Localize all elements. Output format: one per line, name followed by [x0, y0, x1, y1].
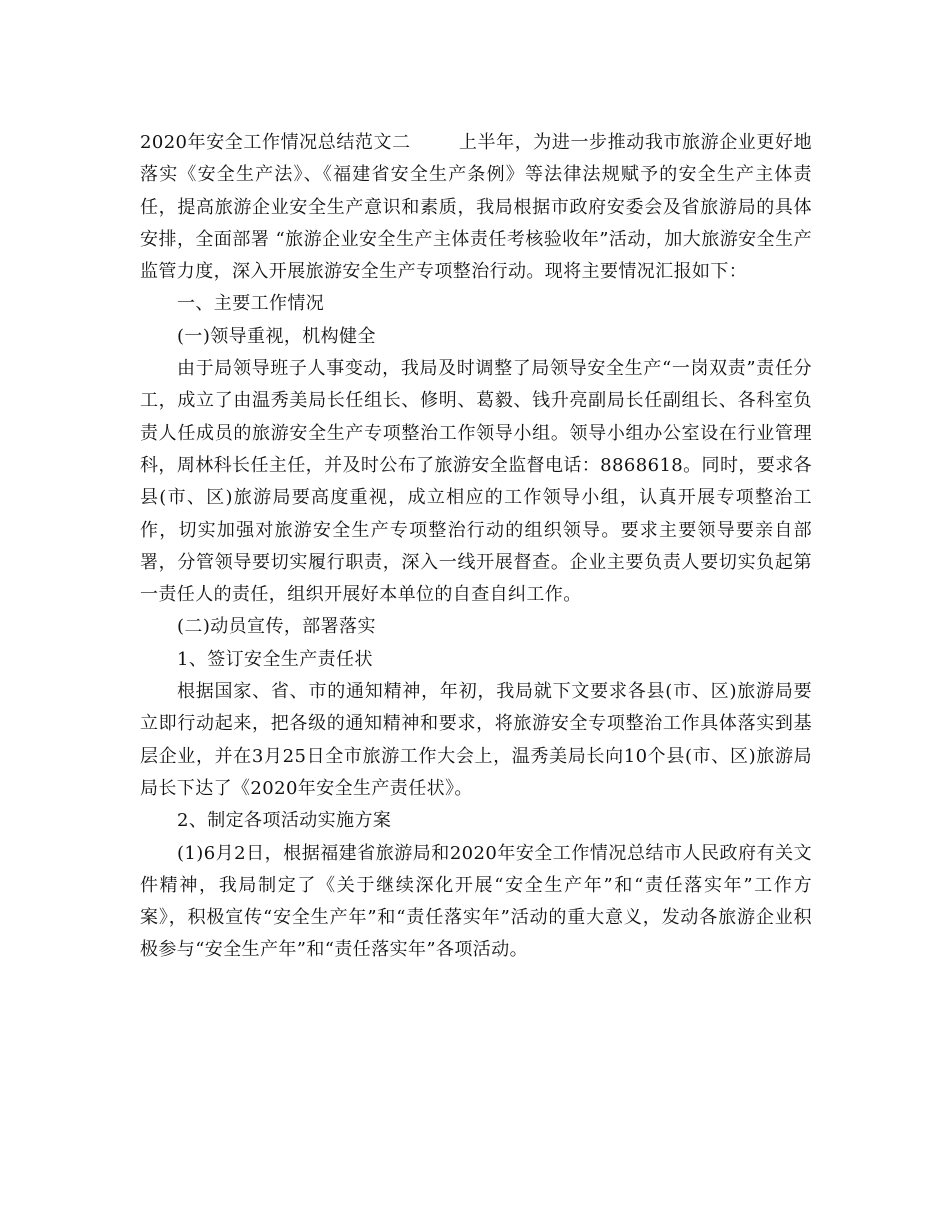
paragraph-leadership: 由于局领导班子人事变动，我局及时调整了局领导安全生产“一岗双责”责任分工，成立了由温秀美局长任组长、修明、葛毅、钱升亮副局长任副组长、各科室负责人任成员的旅游安全生产专项整治工作领导小组。领导小组办公室设在行业管理科，周林科长任主任，并及时公布了旅游安全监督电话：8868618。同时，要求各县(市、区)旅游局要高度重视，成立相应的工作领导小组，认真开展专项整治工作，切实加强对旅游安全生产专项整治行动的组织领导。要求主要领导要亲自部署，分管领导要切实履行职责，深入一线开展督查。企业主要负责人要切实负起第一责任人的责任，组织开展好本单位的自查自纠工作。	[140, 358, 812, 606]
intro-paragraph	[140, 127, 812, 288]
subsection-heading-leadership: (一)领导重视，机构健全	[177, 325, 376, 347]
item-heading-plans: 2、制定各项活动实施方案	[177, 810, 392, 832]
intro-text: 上半年，为进一步推动我市旅游企业更好地落实《安全生产法》、《福建省安全生产条例》等法律法规赋予的安全生产主体责任，提高旅游企业安全生产意识和素质，我局根据市政府安委会及省旅游局的具体安排，全面部署 “旅游企业安全生产主体责任考核验收年”活动，加大旅游安全生产监管力度，深入开展旅游安全生产专项整治行动。现将主要情况汇报如下：	[140, 132, 812, 283]
subsection-heading-mobilization: (二)动员宣传，部署落实	[177, 616, 376, 638]
paragraph-responsibility: 根据国家、省、市的通知精神，年初，我局就下文要求各县(市、区)旅游局要立即行动起来，把各级的通知精神和要求，将旅游安全专项整治工作具体落实到基层企业，并在3月25日全市旅游工作大会上，温秀美局长向10个县(市、区)旅游局局长下达了《2020年安全生产责任状》。	[140, 681, 812, 799]
item-heading-responsibility: 1、签订安全生产责任状	[177, 648, 373, 670]
document-body	[140, 127, 812, 967]
section-heading-main-work: 一、主要工作情况	[177, 293, 325, 315]
document-title: 2020年安全工作情况总结范文二	[140, 132, 411, 153]
paragraph-plans: (1)6月2日，根据福建省旅游局和2020年安全工作情况总结市人民政府有关文件精神，我局制定了《关于继续深化开展“安全生产年”和“责任落实年”工作方案》，积极宣传“安全生产年”和“责任落实年”活动的重大意义，发动各旅游企业积极参与“安全生产年”和“责任落实年”各项活动。	[140, 842, 812, 961]
